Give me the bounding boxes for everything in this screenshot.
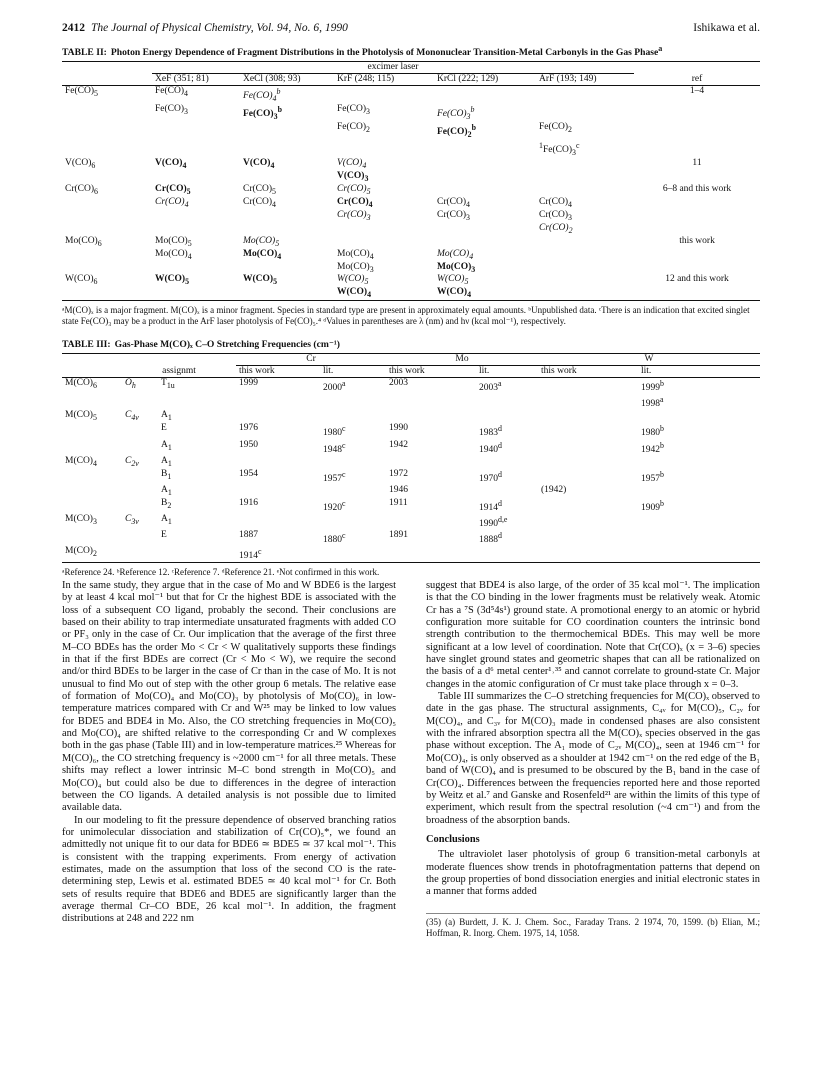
journal-citation: The Journal of Physical Chemistry, Vol. 94, No. 6, 1990 bbox=[91, 22, 348, 34]
table2-footnotes: ᵃM(CO)ₓ is a major fragment. M(CO)ₓ is a minor fragment. Species in standard type are present in approximately equal amounts. ᵇUnpublished data. ᶜThere is an indication that excited singlet state Fe(CO)₃ may be a product in the ArF laser photolysis of Fe(CO)₅.⁴ ᵈValues in parentheses are λ (nm) and hν (kcal mol⁻¹), respectively. bbox=[62, 305, 750, 327]
table2-title bbox=[62, 44, 760, 58]
table-row: $W(CO)_4$ $W(CO)_4$ bbox=[62, 287, 760, 300]
table2-title-text: Photon Energy Dependence of Fragment Distributions in the Photolysis of Mononuclear Transition-Metal Carbonyls in the Gas Phase bbox=[110, 47, 659, 59]
table-row: $^1Fe(CO)_3^c$ bbox=[539, 141, 580, 158]
table3-title bbox=[62, 339, 760, 350]
table-row: $V(CO)_3$ bbox=[337, 171, 369, 184]
running-authors: Ishikawa et al. bbox=[693, 22, 760, 34]
table3-sub-this: this work bbox=[541, 366, 577, 377]
body-text bbox=[62, 580, 760, 939]
table-row: $Cr(CO)_4$ $Cr(CO)_4$ $Cr(CO)_4$ $Cr(CO)_4$ $Cr(CO)_4$ bbox=[155, 197, 572, 209]
table3-metal-cr: Cr bbox=[236, 354, 386, 366]
table-row: $Mo(CO)_3$ $Mo(CO)_3$ bbox=[337, 261, 476, 274]
table3-metal-mo: Mo bbox=[386, 354, 538, 366]
running-header bbox=[62, 22, 760, 37]
table3-metal-w: W bbox=[538, 354, 760, 366]
table-row: $Cr(CO)_2$ bbox=[539, 222, 573, 235]
table-row: $A_1$ 1946 (1942) bbox=[161, 484, 567, 497]
table2-col-xecl: XeCl (308; 93) bbox=[243, 74, 301, 85]
page bbox=[62, 22, 760, 578]
table2-title-note: a bbox=[658, 44, 663, 53]
paragraph: In the same study, they argue that in the case of Mo and W BDE6 is the largest by at least 4 kcal mol⁻¹ but that for Cr the highest BDE is associated with the loss of a subsequent CO ligand, probably the second. Their conclusions are based on their ability to trap intermediate unsaturated fragments with added CO or PF₃ only in the case of Cr. Our implication that the average of the first three M–CO BDEs has the order Mo < Cr < W qualitatively supports these findings in that if the first BDEs are correct (Cr < Mo < W), we require the second and/or third BDEs to be larger in the case of Cr than in the case of Mo. It is not unusual to find Mo out of step with the other group 6 metals. The relative ease of formation of Mo(CO)₄ and Mo(CO)₃ by photolysis of Mo(CO)₆ in low-temperature matrices compared with Cr and W²⁵ may be linked to low values for BDE5 and BDE4 in Mo. Also, the CO stretching frequencies in Mo(CO)₅ and Mo(CO)₄ are shifted relative to the corresponding Cr and W complexes both in the gas phase (Table III) and in low-temperature matrices.²⁵ Whereas for M(CO)₆, the CO stretching frequency is ~2000 cm⁻¹ for all three metals. These shifts may reflect a lower intrinsic M–C bond strength in Mo(CO)₅ and Mo(CO)₄ but could also be due to differences in the degree of interaction between the CO ligands. A detailed analysis is not possible due to limited available data. bbox=[62, 580, 396, 814]
table3-sub-lit: lit. bbox=[323, 366, 334, 377]
left-column bbox=[62, 580, 396, 939]
table2-col-krcl: KrCl (222; 129) bbox=[437, 74, 499, 85]
table2-label: TABLE II: bbox=[62, 47, 107, 59]
table3-sub-lit: lit. bbox=[641, 366, 652, 377]
references: (35) (a) Burdett, J. K. J. Chem. Soc., Faraday Trans. 2 1974, 70, 1599. (b) Elian, M.; Hoffman, R. Inorg. Chem. 1975, 14, 1058. bbox=[426, 913, 760, 939]
table-row: $Mo(CO)_4$ $Mo(CO)_4$ $Mo(CO)_4$ $Mo(CO)_4$ bbox=[155, 248, 474, 261]
table3-footnotes: ᵃReference 24. ᵇReference 12. ᶜReference 7. ᵈReference 21. ᵉNot confirmed in this work. bbox=[62, 567, 380, 578]
table2-col-krf: KrF (248; 115) bbox=[337, 74, 395, 85]
paragraph: suggest that BDE4 is also large, of the order of 35 kcal mol⁻¹. The implication is that the CO binding in the lower fragments must be relatively weak. Atomic Cr has a ⁷S (3d⁵4s¹) ground state. A promotional energy to an atomic or hybrid configuration more suitable for CO coordination counters the intrinsic bond strength contribution to the thermochemical BDEs. This may well be more significant at a low level of coordination. Note that Cr(CO)ₓ (x = 3–6) species have singlet ground states and geometric shapes that can all be rationalized on the basis of a d⁶ metal center¹˒³⁵ and cannot correlate to ground-state Cr. Major changes in the atomic configuration of Cr must take place through x = 0–3. bbox=[426, 580, 760, 690]
table-row: $Cr(CO)_6$ $Cr(CO)_5$ $Cr(CO)_5$ $Cr(CO)_5$ 6–8 and this work bbox=[65, 184, 732, 197]
table-row: $Cr(CO)_3$ $Cr(CO)_3$ $Cr(CO)_3$ bbox=[337, 209, 572, 222]
table-row: $Mo(CO)_6$ $Mo(CO)_5$ $Mo(CO)_5$ this work bbox=[65, 235, 715, 248]
table-row: $Fe(CO)_2$ $Fe(CO)_2^b$ $Fe(CO)_2$ bbox=[337, 122, 572, 140]
paragraph: The ultraviolet laser photolysis of group 6 transition-metal carbonyls at moderate fluences show trends in photofragmentation patterns that depend on the group properties of bond dissociation energies and initial electronic states in a manner that forms added bbox=[426, 849, 760, 898]
table-row: E 1976 1980$^c$ 1990 1983$^d$ 1980$^b$ bbox=[161, 423, 664, 439]
table-row: $B_1$ 1954 1957$^c$ 1972 1970$^d$ 1957$^b$ bbox=[161, 468, 664, 484]
table2-col-xef: XeF (351; 81) bbox=[155, 74, 209, 85]
table-row: $V(CO)_6$ $V(CO)_4$ $V(CO)_4$ $V(CO)_4$ 11 bbox=[65, 158, 702, 171]
table2-col-arf: ArF (193; 149) bbox=[539, 74, 597, 85]
table2-group-header: excimer laser bbox=[152, 62, 634, 74]
table-row: E 1887 1880$^c$ 1891 1888$^d$ bbox=[161, 529, 502, 546]
table-row: $M(CO)_6$ $O_h$ $T_{1u}$ 1999 2000$^a$ 2003 2003$^a$ 1999$^b$ bbox=[65, 378, 664, 394]
table-row: $W(CO)_6$ $W(CO)_5$ $W(CO)_5$ $W(CO)_5$ $W(CO)_5$ 12 and this work bbox=[65, 274, 729, 287]
table3-sub-this: this work bbox=[389, 366, 425, 377]
table-row: $M(CO)_4$ $C_{2v}$ $A_1$ bbox=[65, 455, 172, 468]
table-row: $Fe(CO)_3$ $Fe(CO)_3^b$ $Fe(CO)_3$ $Fe(CO)_3^b$ bbox=[155, 104, 475, 122]
table2-col-ref: ref bbox=[691, 73, 703, 84]
table3-sub-lit: lit. bbox=[479, 366, 490, 377]
table3-assign-header: assignmt bbox=[162, 365, 196, 376]
table2 bbox=[62, 62, 760, 301]
table-row: $M(CO)_2$ 1914$^c$ bbox=[62, 546, 760, 563]
table3-title-text: Gas-Phase M(CO)ₓ C–O Stretching Frequencies (cm⁻¹) bbox=[114, 339, 340, 351]
page-number: 2412 bbox=[62, 22, 85, 34]
paragraph: In our modeling to fit the pressure dependence of observed branching ratios for unimolecular dissociation and stabilization of Cr(CO)₅*, we found an admittedly not unique fit to our data for BDE6 ≃ BDE5 ≃ 37 kcal mol⁻¹. This is consistent with the trapping experiments. From energy of activation estimates, made on the assumption that loss of the second CO is the rate-determining step, Lewis et al. estimated BDE5 ≃ 40 kcal mol⁻¹ for Cr. Both sets of results require that BDE6 and BDE5 are significantly larger than the average thermal Cr–CO BDE, 26 kcal mol⁻¹. In addition, the fragment distributions at 248 and 222 nm bbox=[62, 814, 396, 925]
table3 bbox=[62, 354, 760, 563]
table-row: $M(CO)_3$ $C_{3v}$ $A_1$ 1990$^{d,e}$ bbox=[65, 513, 508, 529]
right-column bbox=[426, 580, 760, 939]
table3-sub-this: this work bbox=[239, 366, 275, 377]
table-row: $M(CO)_5$ $C_{4v}$ $A_1$ bbox=[65, 410, 172, 423]
table-row: $B_2$ 1916 1920$^c$ 1911 1914$^d$ 1909$^b$ bbox=[161, 497, 664, 513]
table3-label: TABLE III: bbox=[62, 339, 111, 351]
section-heading: Conclusions bbox=[426, 833, 480, 845]
table-row: $Fe(CO)_5$ $Fe(CO)_4$ $Fe(CO)_4^b$ 1–4 bbox=[65, 86, 705, 104]
table-row: $A_1$ 1950 1948$^c$ 1942 1940$^d$ 1942$^b$ bbox=[161, 439, 664, 455]
paragraph: Table III summarizes the C–O stretching frequencies for M(CO)ₓ observed to date in the gas phase. The structural assignments, C₄ᵥ for M(CO)₅, C₂ᵥ for M(CO)₄, and C₃ᵥ for M(CO)₃ made in condensed phases are also consistent with the infrared absorption spectra all the M(CO)ₓ species observed in the gas phase without exception. The A₁ mode of C₂ᵥ M(CO)₄, seen at 1946 cm⁻¹ for Mo(CO)₄, is only observed as a shoulder at 1942 cm⁻¹ on the red edge of the B₁ band of W(CO)₄ and is presumed to be obscured by the B₁ band in the case of Cr(CO)₄. Differences between the frequencies reported here and those reported by Weitz et al.⁷ and Ganske and Rosenfeld²¹ are within the limits of this type of experiment, which result from the spectral resolution (~4 cm⁻¹) and from the broadness of the absorption bands. bbox=[426, 691, 760, 826]
table-row: 1998$^a$ bbox=[641, 395, 664, 410]
